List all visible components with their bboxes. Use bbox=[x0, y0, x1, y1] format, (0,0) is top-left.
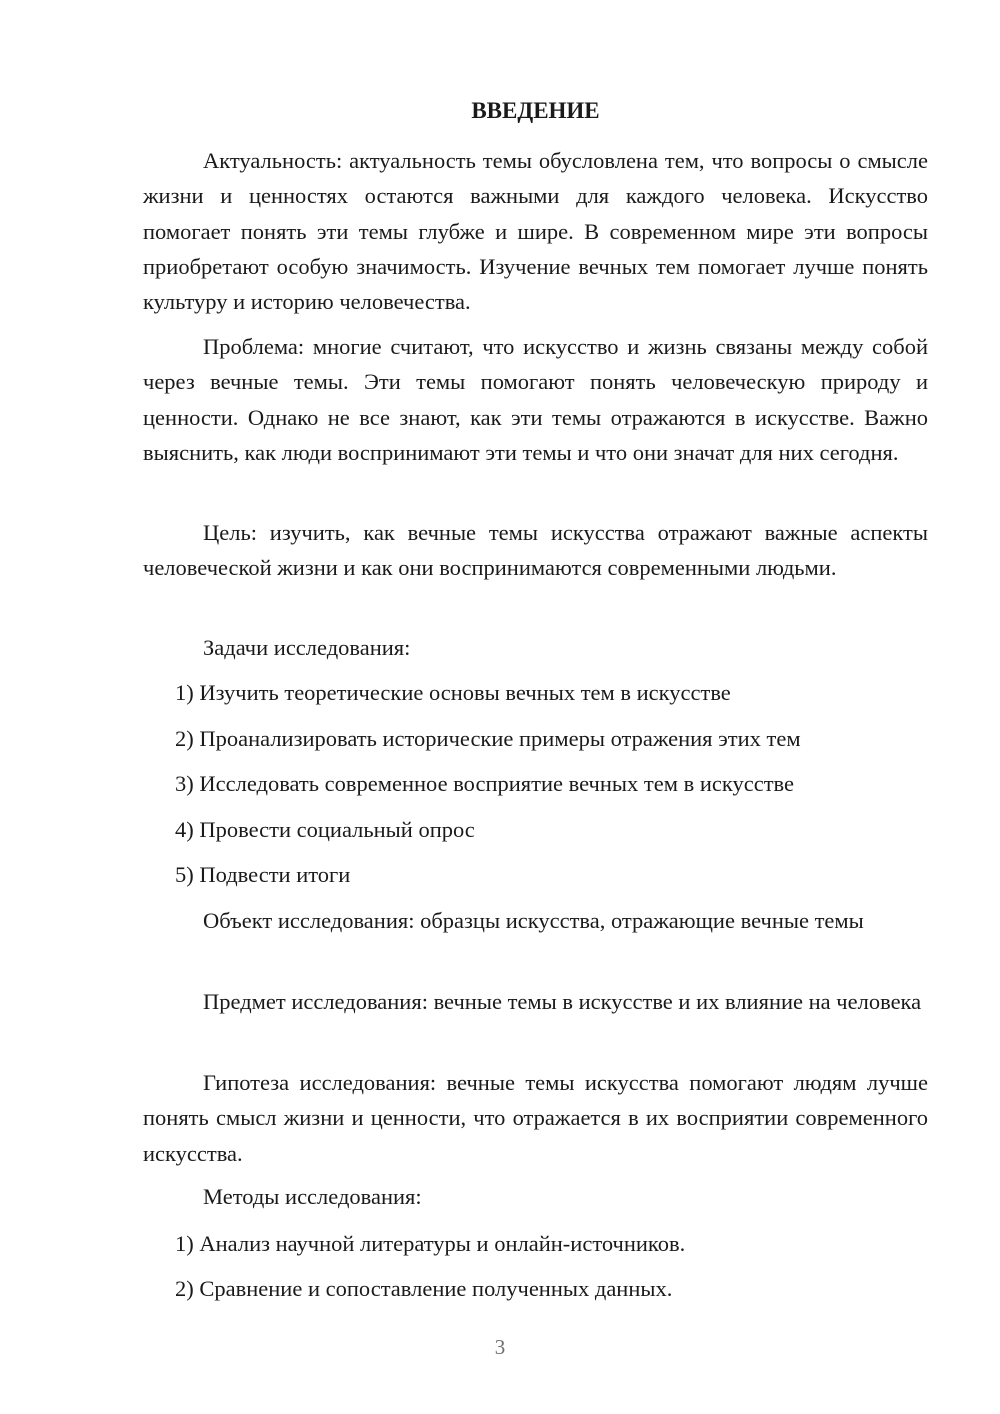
object-paragraph: Объект исследования: образцы искусства, отражающие вечные темы bbox=[203, 908, 864, 933]
list-item: 4) Провести социальный опрос bbox=[175, 817, 475, 842]
subject-paragraph: Предмет исследования: вечные темы в искусстве и их влияние на человека bbox=[203, 989, 922, 1014]
page-number: 3 bbox=[494, 1335, 506, 1359]
problem-paragraph: Проблема: многие считают, что искусство и жизнь связаны между собой через вечные темы. Эти темы помогают понять человеческую природу и ценности. Однако не все знают, как эти темы отражаются в искусстве. Важно выяснить, как люди воспринимают эти темы и что они значат для них сегодня. bbox=[143, 334, 928, 465]
hypothesis-paragraph: Гипотеза исследования: вечные темы искусства помогают людям лучше понять смысл жизни и ценности, что отражается в их восприятии современного искусства. bbox=[143, 1070, 928, 1166]
methods-title: Методы исследования: bbox=[203, 1184, 422, 1209]
list-item: 2) Проанализировать исторические примеры отражения этих тем bbox=[175, 726, 801, 751]
list-item: 2) Сравнение и сопоставление полученных данных. bbox=[175, 1276, 673, 1301]
goal-paragraph: Цель: изучить, как вечные темы искусства отражают важные аспекты человеческой жизни и как они воспринимаются современными людьми. bbox=[143, 520, 928, 581]
page-title: ВВЕДЕНИЕ bbox=[471, 98, 600, 123]
tasks-title: Задачи исследования: bbox=[203, 635, 411, 660]
relevance-paragraph: Актуальность: актуальность темы обусловлена тем, что вопросы о смысле жизни и ценностях остаются важными для каждого человека. Искусство помогает понять эти темы глубже и шире. В современном мире эти вопросы приобретают особую значимость. Изучение вечных тем помогает лучше понять культуру и историю человечества. bbox=[143, 148, 928, 315]
list-item: 5) Подвести итоги bbox=[175, 862, 351, 887]
list-item: 3) Исследовать современное восприятие вечных тем в искусстве bbox=[175, 771, 795, 796]
list-item: 1) Анализ научной литературы и онлайн-источников. bbox=[175, 1231, 686, 1256]
list-item: 1) Изучить теоретические основы вечных тем в искусстве bbox=[175, 680, 731, 705]
